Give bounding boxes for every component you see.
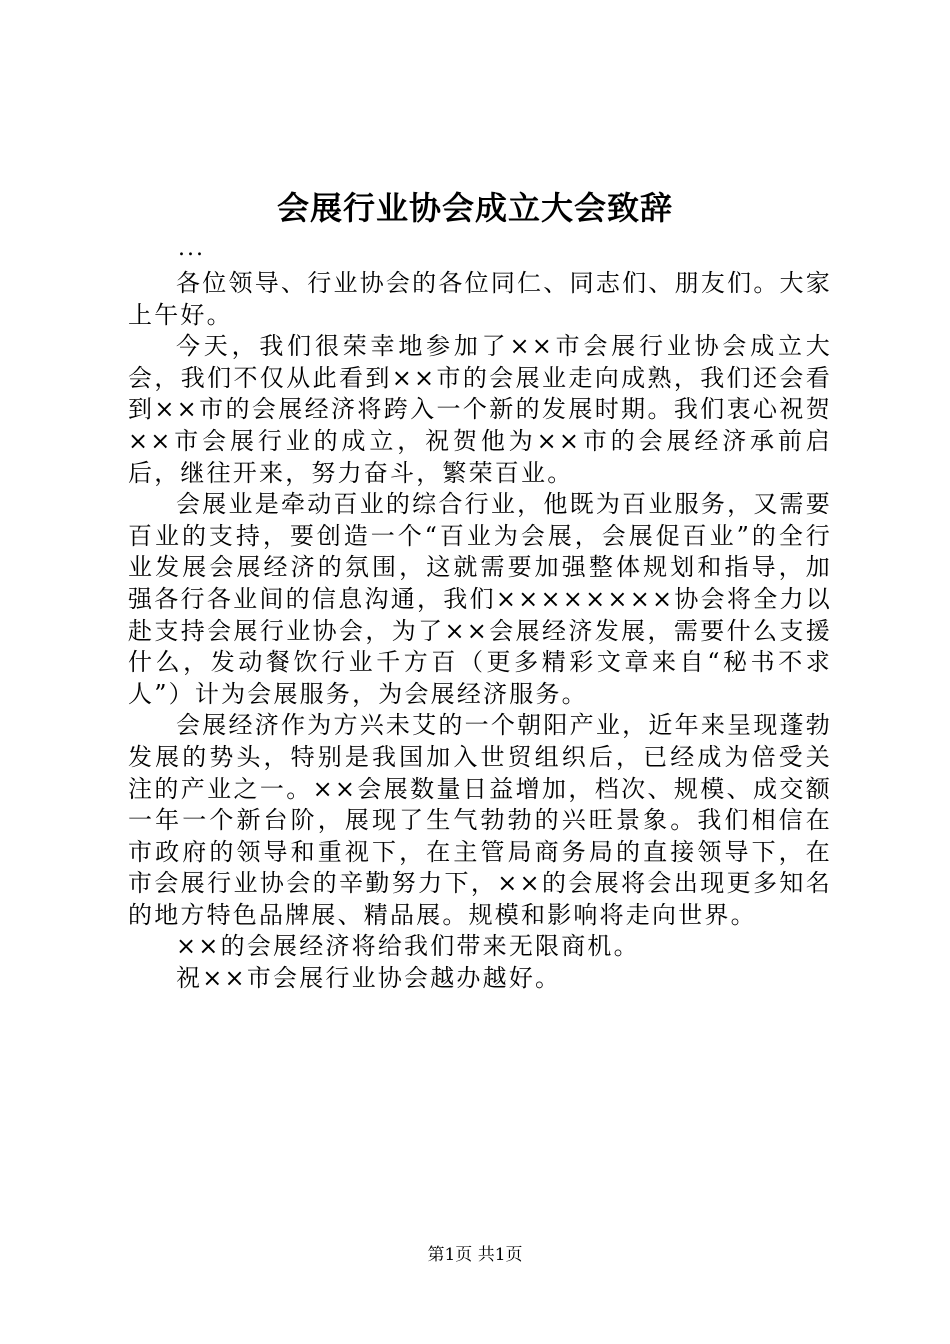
page-footer: 第1页 共1页 (427, 1245, 523, 1265)
document-body (128, 268, 832, 995)
title-ellipsis: ... (178, 236, 205, 261)
paragraph-closing: 祝××市会展行业协会越办越好。 (176, 964, 562, 993)
paragraph-greeting: 各位领导、行业协会的各位同仁、同志们、朋友们。大家上午好。 (128, 269, 832, 329)
paragraph-support: 会展业是牵动百业的综合行业，他既为百业服务，又需要百业的支持，要创造一个“百业为会展，会展促百业”的全行业发展会展经济的氛围，这就需要加强整体规划和指导，加强各行各业间的信息沟通，我们××××××××协会将全力以赴支持会展行业协会，为了××会展经济发展，需要什么支援什么，发动餐饮行业千方百（更多精彩文章来自“秘书不求人”）计为会展服务，为会展经济服务。 (128, 490, 832, 708)
document-title: 会展行业协会成立大会致辞 (276, 189, 673, 227)
paragraph-outlook: 会展经济作为方兴未艾的一个朝阳产业，近年来呈现蓬勃发展的势头，特别是我国加入世贸组织后，已经成为倍受关注的产业之一。××会展数量日益增加，档次、规模、成交额一年一个新台阶，展现了生气勃勃的兴旺景象。我们相信在市政府的领导和重视下，在主管局商务局的直接领导下，在市会展行业协会的辛勤努力下，××的会展将会出现更多知名的地方特色品牌展、精品展。规模和影响将走向世界。 (128, 711, 832, 929)
paragraph-opportunity: ××的会展经济将给我们带来无限商机。 (176, 932, 640, 961)
paragraph-congratulations: 今天，我们很荣幸地参加了××市会展行业协会成立大会，我们不仅从此看到××市的会展业走向成熟，我们还会看到××市的会展经济将跨入一个新的发展时期。我们衷心祝贺××市会展行业的成立，祝贺他为××市的会展经济承前启后，继往开来，努力奋斗，繁荣百业。 (128, 332, 832, 487)
